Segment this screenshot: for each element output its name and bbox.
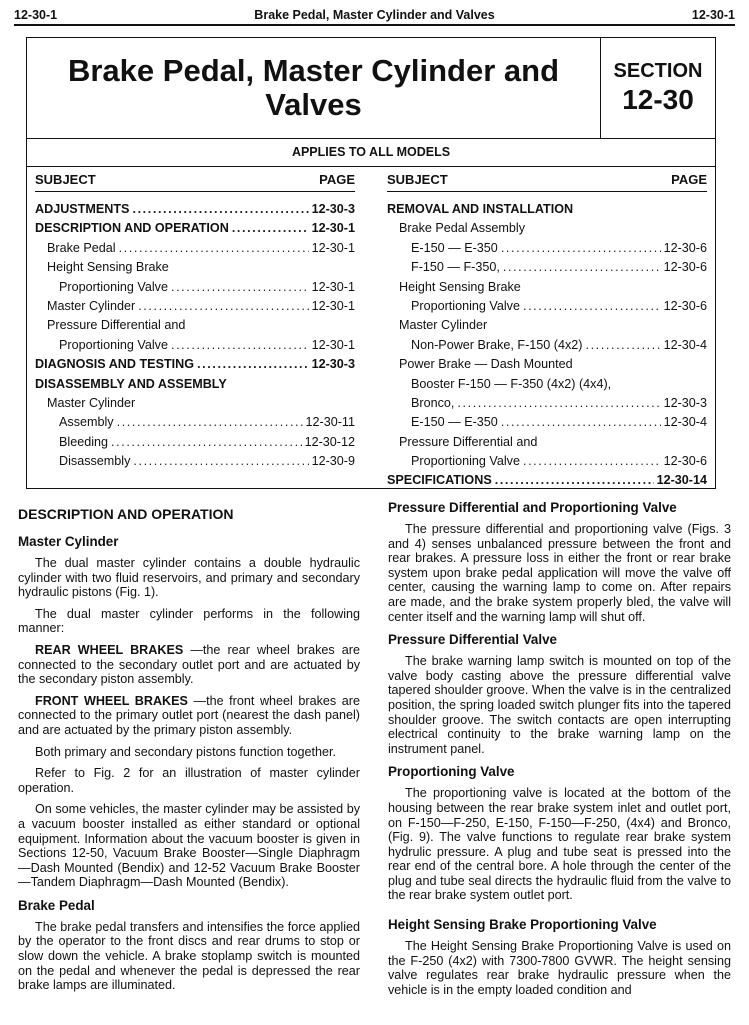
heading-master-cylinder: Master Cylinder — [18, 534, 119, 549]
toc-entry — [35, 355, 355, 374]
toc-entry-page: 12-30-4 — [663, 337, 707, 352]
toc-leader-dots — [111, 433, 302, 452]
toc-entry — [387, 433, 707, 452]
toc-entry-label: Power Brake — Dash Mounted — [399, 357, 573, 372]
toc-entry — [387, 316, 707, 335]
toc-entry-page: 12-30-3 — [663, 395, 707, 410]
toc-entry-label: Bleeding — [59, 434, 109, 449]
toc-leader-dots — [232, 219, 309, 238]
heading-pressure-differential-valve: Pressure Differential Valve — [388, 632, 557, 648]
heading-height-sensing-valve: Height Sensing Brake Proportioning Valve — [388, 917, 657, 933]
toc-leader-dots — [119, 239, 309, 258]
toc-entry — [35, 278, 355, 297]
toc-leader-dots — [117, 413, 303, 432]
toc-entry-label: Proportioning Valve — [411, 454, 520, 469]
toc-entry-label: Brake Pedal — [47, 240, 116, 255]
toc-entry-label: ADJUSTMENTS — [35, 202, 130, 216]
toc-entry-label: DISASSEMBLY AND ASSEMBLY — [35, 376, 227, 391]
toc-entry — [387, 471, 707, 490]
divider — [27, 138, 715, 139]
paragraph: On some vehicles, the master cylinder may be assisted by a vacuum booster installed as either standard or optional equipment. Information about the vacuum booster is given in Sections 12-50, Vacuum Brake Booster—Single Diaphragm—Dash Mounted (Bendix) and 12-52 Vacuum Brake Booster—Tandem Diaphragm—Dash Mounted (Bendix). — [18, 802, 360, 890]
heading-description-operation: DESCRIPTION AND OPERATION — [18, 506, 234, 522]
toc-entry — [35, 433, 355, 452]
toc-entry-label: Pressure Differential and — [47, 318, 186, 333]
body-left-column — [18, 505, 360, 1000]
toc-entry-page: 12-30-6 — [663, 240, 707, 255]
applies-to: APPLIES TO ALL MODELS — [291, 145, 451, 159]
toc-entry-page: 12-30-6 — [663, 454, 707, 469]
toc-leader-dots — [495, 471, 654, 490]
toc-entry — [387, 336, 707, 355]
section-label: SECTION — [613, 60, 703, 82]
toc-entry-label: Master Cylinder — [399, 318, 488, 333]
toc-leader-dots — [501, 239, 661, 258]
toc-entry — [35, 413, 355, 432]
toc-entry-page: 12-30-12 — [304, 434, 355, 449]
header-page-right: 12-30-1 — [691, 8, 735, 22]
toc-entry — [35, 336, 355, 355]
paragraph-text: —the rear wheel brakes are connected to the secondary outlet port and are actuated by the secondary piston assembly. — [18, 642, 360, 687]
paragraph: Refer to Fig. 2 for an illustration of master cylinder operation. — [18, 766, 360, 795]
toc-entry — [35, 375, 355, 394]
toc-header — [387, 172, 707, 192]
toc-entry-page: 12-30-11 — [305, 415, 355, 430]
toc-page-label: PAGE — [671, 172, 707, 187]
toc-entry-page: 12-30-1 — [311, 298, 355, 313]
toc-entry — [387, 452, 707, 471]
toc-entry-label: Brake Pedal Assembly — [399, 221, 525, 236]
page-title: Brake Pedal, Master Cylinder and Valves — [67, 53, 560, 122]
toc-page-label: PAGE — [319, 172, 355, 187]
toc-entry-page: 12-30-1 — [311, 279, 355, 294]
toc-entry-page: 12-30-6 — [663, 298, 707, 313]
toc-entry — [387, 278, 707, 297]
toc-entry-label: Proportioning Valve — [411, 298, 520, 313]
toc-entry-page: 12-30-3 — [311, 357, 355, 372]
toc-entry-label: Non-Power Brake, F-150 (4x2) — [411, 337, 583, 352]
toc-entry-label: Master Cylinder — [47, 298, 136, 313]
paragraph — [18, 643, 360, 687]
toc-entry-label: Assembly — [59, 415, 114, 430]
toc-entry-page: 12-30-3 — [311, 202, 355, 216]
toc-entry — [387, 413, 707, 432]
toc-entry-label: Booster F-150 — F-350 (4x2) (4x4), — [411, 376, 612, 391]
toc-entry-label: REMOVAL AND INSTALLATION — [387, 202, 574, 216]
toc-rows — [35, 200, 355, 471]
toc-entry-label: Proportioning Valve — [59, 337, 168, 352]
title-cell — [27, 38, 601, 138]
toc-leader-dots — [523, 452, 661, 471]
paragraph: The proportioning valve is located at the bottom of the housing between the rear brake system inlet and outlet port, on F-150—F-250, E-150, F-150—F-250, (4x4) and Bronco, (Fig. 9). The valve functions to regulate rear brake system hydrulic pressure. A plug and tube seat is pressed into the rear end of the central bore. A hole through the center of the plug and tube seal directs the hydraulic fluid from the valve to the rear brake system outlet port. — [388, 786, 731, 903]
toc-entry — [387, 355, 707, 374]
toc-leader-dots — [171, 336, 309, 355]
toc-entry-label: Disassembly — [59, 454, 131, 469]
toc-entry-label: Height Sensing Brake — [47, 260, 169, 275]
section-title-box — [26, 37, 716, 489]
toc-entry — [387, 239, 707, 258]
toc-entry — [35, 452, 355, 471]
toc-leader-dots — [197, 355, 309, 374]
toc-leader-dots — [503, 258, 661, 277]
toc-entry-label: Bronco, — [411, 395, 455, 410]
toc-rows — [387, 200, 707, 491]
divider — [27, 166, 715, 167]
toc-leader-dots — [133, 452, 308, 471]
toc-entry — [387, 375, 707, 394]
toc-entry-label: DESCRIPTION AND OPERATION — [35, 221, 229, 236]
header-title: Brake Pedal, Master Cylinder and Valves — [254, 8, 495, 22]
header-rule — [14, 24, 735, 26]
toc-leader-dots — [132, 200, 308, 219]
toc-entry — [387, 219, 707, 238]
toc-entry-label: SPECIFICATIONS — [387, 473, 492, 488]
toc-entry — [35, 258, 355, 277]
toc-entry — [35, 394, 355, 413]
toc-entry — [35, 239, 355, 258]
toc-leader-dots — [585, 336, 660, 355]
header-page-left: 12-30-1 — [14, 8, 58, 22]
toc-entry — [35, 200, 355, 219]
toc-subject-label: SUBJECT — [387, 172, 448, 187]
paragraph: The pressure differential and proportioning valve (Figs. 3 and 4) senses unbalanced pressure between the front and rear brakes. A pressure loss in either the front or rear brake system upon brake pedal application will move the valve off center, causing the warning lamp to come on. After repairs are made, and the brake system properly bled, the valve will center itself and the warning lamp will shut off. — [388, 522, 731, 624]
section-cell — [601, 38, 715, 138]
toc-leader-dots — [138, 297, 308, 316]
toc-entry-page: 12-30-14 — [656, 473, 707, 488]
toc-left — [35, 172, 355, 471]
paragraph: Both primary and secondary pistons function together. — [35, 744, 337, 759]
paragraph: The dual master cylinder contains a double hydraulic cylinder with two fluid reservoirs, and primary and secondary hydraulic pistons (Fig. 1). — [18, 556, 360, 600]
paragraph: The Height Sensing Brake Proportioning Valve is used on the F-250 (4x2) with 7300-7800 GVWR. The height sensing valve regulates rear brake hydraulic pressure when the vehicle is in the empty loaded condition and — [388, 939, 731, 997]
toc-entry — [35, 316, 355, 335]
toc-entry-page: 12-30-6 — [663, 260, 707, 275]
toc-entry — [35, 297, 355, 316]
toc-right — [387, 172, 707, 491]
toc-entry — [387, 200, 707, 219]
toc-entry-label: Master Cylinder — [47, 395, 136, 410]
toc-entry-page: 12-30-4 — [663, 415, 707, 430]
toc-header — [35, 172, 355, 192]
paragraph: The brake pedal transfers and intensifies the force applied by the operator to the front discs and rear drums to stop or slow down the vehicle. A brake stoplamp switch is mounted on the pedal and whenever the pedal is depressed the rear brake lamps are illuminated. — [18, 919, 360, 993]
lead-term: REAR WHEEL BRAKES — [35, 642, 184, 657]
running-header — [14, 3, 735, 25]
paragraph: The dual master cylinder performs in the following manner: — [18, 606, 360, 636]
paragraph — [18, 694, 360, 738]
toc-leader-dots — [501, 413, 661, 432]
lead-term: FRONT WHEEL BRAKES — [35, 693, 188, 708]
toc-entry — [387, 394, 707, 413]
toc-entry-page: 12-30-1 — [311, 221, 355, 236]
toc-subject-label: SUBJECT — [35, 172, 96, 187]
toc-entry — [387, 297, 707, 316]
heading-pressure-differential-proportioning: Pressure Differential and Proportioning Valve — [388, 500, 677, 515]
toc-entry — [387, 258, 707, 277]
toc-leader-dots — [523, 297, 661, 316]
toc-entry-page: 12-30-9 — [311, 454, 355, 469]
toc-leader-dots — [457, 394, 660, 413]
toc-entry-label: E-150 — E-350 — [411, 240, 498, 255]
toc-entry-label: E-150 — E-350 — [411, 415, 498, 430]
paragraph-text: —the front wheel brakes are connected to the primary outlet port (nearest the dash panel) and are actuated by the primary piston assembly. — [18, 693, 360, 737]
toc-entry — [35, 219, 355, 238]
heading-brake-pedal: Brake Pedal — [18, 897, 95, 913]
toc-entry-label: DIAGNOSIS AND TESTING — [35, 357, 195, 372]
toc-entry-label: Pressure Differential and — [399, 434, 538, 449]
toc-entry-page: 12-30-1 — [311, 240, 355, 255]
toc-entry-label: Proportioning Valve — [59, 279, 168, 294]
toc-entry-page: 12-30-1 — [311, 337, 355, 352]
paragraph: The brake warning lamp switch is mounted on top of the valve body casting above the pressure differential valve tapered shoulder groove. When the valve is in the centralized position, the spring loaded switch plunger fits into the tapered shoulder groove. The switch contacts are open interrupting electrical continuity to the brake warning lamp on the instrument panel. — [388, 654, 731, 756]
heading-proportioning-valve: Proportioning Valve — [388, 764, 515, 780]
toc-entry-label: Height Sensing Brake — [399, 279, 521, 294]
body-right-column — [388, 499, 731, 1004]
toc-entry-label: F-150 — F-350, — [411, 260, 500, 275]
section-number: 12-30 — [622, 84, 694, 115]
toc-leader-dots — [171, 278, 309, 297]
